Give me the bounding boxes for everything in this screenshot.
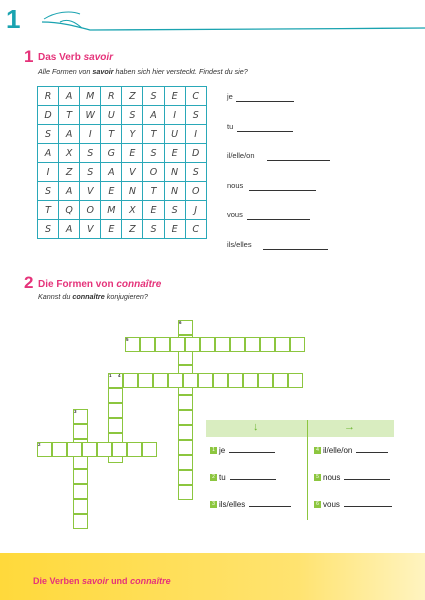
crossword-cell[interactable] [108, 403, 123, 418]
legend-answer-line[interactable] [344, 498, 392, 507]
word-search-letter[interactable]: O [143, 163, 164, 182]
exercise2-title [38, 279, 161, 290]
word-search-letter[interactable]: A [59, 182, 80, 201]
crossword-cell[interactable] [73, 469, 88, 484]
crossword-cell[interactable] [290, 337, 305, 352]
word-search-letter[interactable]: T [143, 182, 164, 201]
word-search-row [38, 125, 207, 144]
word-search-letter[interactable]: M [101, 201, 122, 220]
word-search-letter[interactable]: V [80, 182, 101, 201]
crossword-cell[interactable] [260, 337, 275, 352]
crossword-cell[interactable] [73, 484, 88, 499]
savoir-pronoun-label: nous [227, 181, 244, 190]
header-swoosh [0, 0, 425, 40]
exercise1-instruction [38, 67, 248, 76]
crossword-cell[interactable] [112, 442, 127, 457]
across-arrow-icon: → [344, 421, 355, 433]
savoir-answer-line[interactable] [247, 219, 310, 220]
word-search-letter[interactable]: J [185, 201, 206, 220]
crossword-clue-number: 3 [74, 409, 77, 414]
word-search-row [38, 182, 207, 201]
word-search-letter[interactable]: N [122, 182, 143, 201]
legend-clue-number: 3 [210, 501, 217, 508]
savoir-answer-line[interactable] [267, 160, 330, 161]
instruction-pre: Alle Formen von [38, 67, 93, 76]
legend-clue-number: 1 [210, 447, 217, 454]
crossword-cell[interactable] [178, 350, 193, 365]
word-search-letter[interactable]: A [59, 220, 80, 239]
legend-pronoun: ils/elles [219, 500, 246, 509]
instruction-post: haben sich hier versteckt. Findest du sie? [113, 67, 248, 76]
exercise2-number: 2 [24, 273, 34, 292]
legend-item-down [210, 444, 275, 455]
crossword-cell[interactable] [198, 373, 213, 388]
crossword-cell[interactable] [258, 373, 273, 388]
word-search-letter[interactable]: Y [122, 125, 143, 144]
word-search-letter[interactable]: X [59, 144, 80, 163]
crossword-cell[interactable] [73, 424, 88, 439]
word-search-row [38, 106, 207, 125]
crossword-cell[interactable] [213, 373, 228, 388]
crossword-cell[interactable] [140, 337, 155, 352]
crossword-cell[interactable] [73, 499, 88, 514]
savoir-pronoun-label: il/elle/on [227, 151, 255, 160]
word-search-letter[interactable]: M [80, 87, 101, 106]
crossword-cell[interactable] [275, 337, 290, 352]
crossword-cell[interactable] [155, 337, 170, 352]
crossword-clue-number: 2 [38, 442, 41, 447]
crossword-cell[interactable] [178, 455, 193, 470]
exercise1-title-prefix: Das Verb [38, 52, 84, 63]
word-search-letter[interactable]: E [101, 182, 122, 201]
word-search-letter[interactable]: D [185, 144, 206, 163]
exercise1-number: 1 [24, 47, 34, 66]
legend-answer-line[interactable] [229, 444, 275, 453]
legend-answer-line[interactable] [356, 444, 388, 453]
savoir-pronoun-label: vous [227, 210, 243, 219]
savoir-answer-line[interactable] [236, 101, 294, 102]
legend-header [206, 420, 394, 437]
crossword-cell[interactable] [243, 373, 258, 388]
savoir-answer-line[interactable] [263, 249, 328, 250]
word-search-letter[interactable]: S [80, 144, 101, 163]
footer-title [33, 576, 171, 586]
crossword-cell[interactable] [168, 373, 183, 388]
word-search-letter[interactable]: I [164, 106, 185, 125]
word-search-letter[interactable]: S [185, 163, 206, 182]
word-search-letter[interactable]: Z [122, 87, 143, 106]
word-search-letter[interactable]: S [122, 106, 143, 125]
crossword-cell[interactable] [73, 514, 88, 529]
savoir-pronoun-label: je [227, 92, 233, 101]
word-search-letter[interactable]: V [80, 220, 101, 239]
crossword-cell[interactable] [97, 442, 112, 457]
legend-clue-number: 6 [314, 501, 321, 508]
footer-verb2: connaître [130, 576, 171, 586]
word-search-letter[interactable]: E [122, 144, 143, 163]
exercise1-title [38, 52, 113, 63]
legend-pronoun: je [219, 446, 226, 455]
legend-answer-line[interactable] [249, 498, 291, 507]
crossword-cell[interactable] [273, 373, 288, 388]
legend-pronoun: vous [323, 500, 340, 509]
savoir-pronoun-label: tu [227, 122, 234, 131]
legend-pronoun: il/elle/on [323, 446, 353, 455]
word-search-letter[interactable]: G [101, 144, 122, 163]
word-search-letter[interactable]: Q [59, 201, 80, 220]
word-search-letter[interactable]: N [164, 182, 185, 201]
word-search-letter[interactable]: R [101, 87, 122, 106]
crossword-cell[interactable] [178, 395, 193, 410]
word-search-letter[interactable]: O [185, 182, 206, 201]
clue-legend [206, 420, 394, 520]
crossword-cell[interactable] [52, 442, 67, 457]
word-search-letter[interactable]: S [38, 125, 59, 144]
crossword-cell[interactable] [127, 442, 142, 457]
exercise2-title-verb: connaître [116, 279, 162, 290]
crossword-cell[interactable] [230, 337, 245, 352]
exercise1-title-verb: savoir [83, 52, 114, 63]
word-search-row [38, 87, 207, 106]
word-search-row [38, 163, 207, 182]
crossword-cell[interactable] [245, 337, 260, 352]
word-search-letter[interactable]: O [80, 201, 101, 220]
instruction-bold: savoir [92, 67, 114, 76]
crossword-cell[interactable] [200, 337, 215, 352]
word-search-letter[interactable]: S [185, 106, 206, 125]
crossword-cell[interactable] [142, 442, 157, 457]
word-search-letter[interactable]: I [185, 125, 206, 144]
instruction-post: konjugieren? [104, 292, 148, 301]
crossword-cell[interactable] [178, 485, 193, 500]
word-search-letter[interactable]: T [59, 106, 80, 125]
word-search-letter[interactable]: E [101, 220, 122, 239]
crossword-cell[interactable] [170, 337, 185, 352]
word-search-letter[interactable]: A [38, 144, 59, 163]
word-search-grid [37, 86, 207, 239]
savoir-answer-line[interactable] [237, 131, 293, 132]
exercise2-instruction [38, 292, 148, 301]
word-search-letter[interactable]: A [59, 87, 80, 106]
word-search-letter[interactable]: E [164, 144, 185, 163]
legend-item-across [314, 444, 388, 455]
word-search-letter[interactable]: T [143, 125, 164, 144]
word-search-letter[interactable]: T [38, 201, 59, 220]
word-search-letter[interactable]: E [164, 220, 185, 239]
word-search-letter[interactable]: U [101, 106, 122, 125]
word-search-letter[interactable]: E [164, 87, 185, 106]
word-search-letter[interactable]: Z [59, 163, 80, 182]
crossword-cell[interactable] [185, 337, 200, 352]
footer-mid: und [108, 576, 131, 586]
word-search-letter[interactable]: S [143, 87, 164, 106]
exercise2-title-prefix: Die Formen von [38, 279, 117, 290]
crossword-cell[interactable] [108, 388, 123, 403]
crossword-clue-number: 5 [126, 337, 129, 342]
word-search-row [38, 201, 207, 220]
legend-item-down [210, 471, 276, 482]
legend-clue-number: 2 [210, 474, 217, 481]
crossword-cell[interactable] [67, 442, 82, 457]
word-search-letter[interactable]: A [101, 163, 122, 182]
crossword-cell[interactable] [153, 373, 168, 388]
word-search-letter[interactable]: A [143, 106, 164, 125]
footer-verb1: savoir [82, 576, 109, 586]
legend-clue-number: 4 [314, 447, 321, 454]
legend-item-across [314, 471, 390, 482]
legend-item-down [210, 498, 291, 509]
word-search-letter[interactable]: S [143, 220, 164, 239]
word-search-letter[interactable]: A [59, 125, 80, 144]
crossword-cell[interactable] [178, 410, 193, 425]
instruction-pre: Kannst du [38, 292, 73, 301]
crossword-cell[interactable] [123, 373, 138, 388]
legend-answer-line[interactable] [344, 471, 390, 480]
word-search-letter[interactable]: I [38, 163, 59, 182]
savoir-pronoun-label: ils/elles [227, 240, 252, 249]
legend-divider [307, 420, 308, 520]
crossword-cell[interactable] [138, 373, 153, 388]
crossword-cell[interactable] [178, 470, 193, 485]
crossword-clue-number: 6 [179, 320, 182, 325]
word-search-letter[interactable]: S [38, 220, 59, 239]
word-search-letter[interactable]: X [122, 201, 143, 220]
legend-clue-number: 5 [314, 474, 321, 481]
crossword-cell[interactable] [178, 425, 193, 440]
savoir-answer-line[interactable] [249, 190, 316, 191]
legend-item-across [314, 498, 392, 509]
crossword-cell[interactable] [82, 442, 97, 457]
word-search-letter[interactable]: W [80, 106, 101, 125]
word-search-letter[interactable]: S [38, 182, 59, 201]
word-search-letter[interactable]: E [143, 201, 164, 220]
crossword-clue-number: 4 [118, 373, 121, 378]
word-search-letter[interactable]: D [38, 106, 59, 125]
chapter-number: 1 [6, 4, 21, 34]
word-search-letter[interactable]: T [101, 125, 122, 144]
word-search-letter[interactable]: Z [122, 220, 143, 239]
instruction-bold: connaître [72, 292, 105, 301]
crossword-cell[interactable] [228, 373, 243, 388]
crossword-cell[interactable] [288, 373, 303, 388]
word-search-letter[interactable]: C [185, 87, 206, 106]
crossword-clue-number: 1 [109, 373, 112, 378]
word-search-letter[interactable]: N [164, 163, 185, 182]
word-search-letter[interactable]: S [143, 144, 164, 163]
word-search-letter[interactable]: C [185, 220, 206, 239]
crossword-cell[interactable] [178, 440, 193, 455]
crossword-cell[interactable] [215, 337, 230, 352]
word-search-letter[interactable]: R [38, 87, 59, 106]
legend-answer-line[interactable] [230, 471, 276, 480]
word-search-letter[interactable]: S [164, 201, 185, 220]
crossword-cell[interactable] [183, 373, 198, 388]
word-search-letter[interactable]: S [80, 163, 101, 182]
word-search-row [38, 144, 207, 163]
legend-pronoun: nous [323, 473, 341, 482]
crossword-cell[interactable] [108, 418, 123, 433]
word-search-letter[interactable]: I [80, 125, 101, 144]
word-search-row [38, 220, 207, 239]
footer-pre: Die Verben [33, 576, 83, 586]
word-search-letter[interactable]: U [164, 125, 185, 144]
down-arrow-icon: ↓ [253, 421, 259, 433]
word-search-letter[interactable]: V [122, 163, 143, 182]
legend-pronoun: tu [219, 473, 226, 482]
